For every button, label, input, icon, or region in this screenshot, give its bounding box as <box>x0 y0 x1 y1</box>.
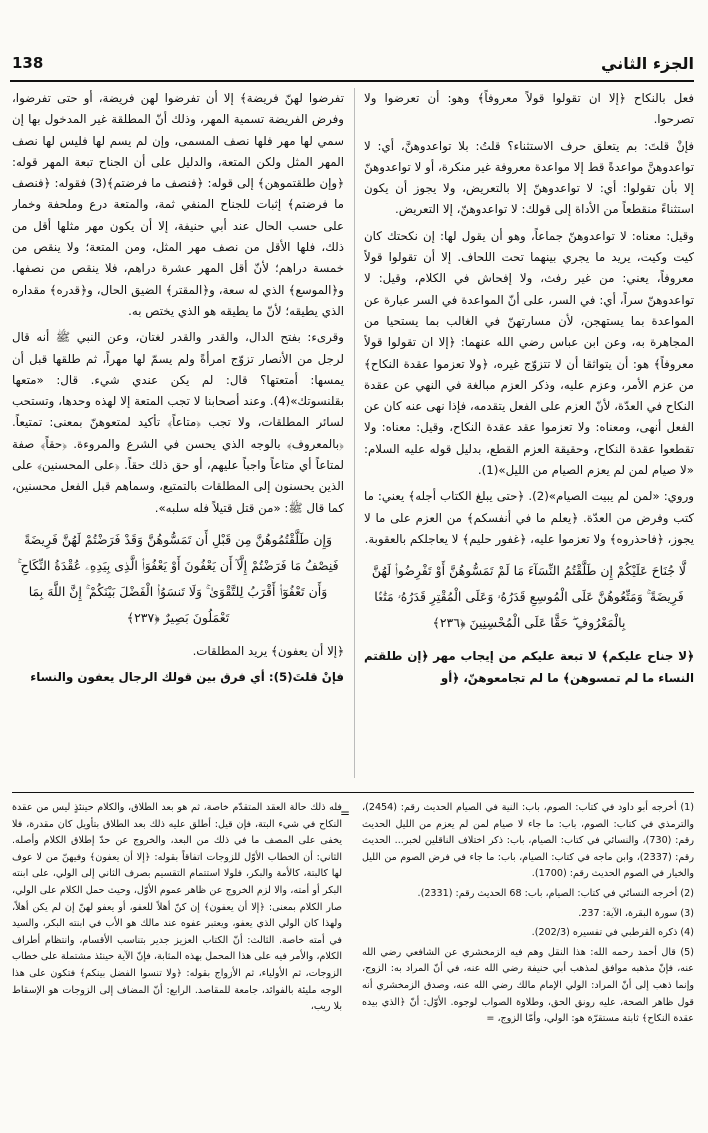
paragraph: وقيل: معناه: لا تواعدوهنّ جماعاً، وهو أن يقول لها: إن نكحتك كان كيت وكيت، يريد ما يجري بينهما تحت اللحاف. إلا أن تقولوا قولاً معروفاً، يعني: من غير رفث، ولا إفحاش في الكلام، وقيل: لا تواعدوهنّ سراً، أي: في السر، على أنّ المواعدة في السر عبارة عن المواعدة بما يستهجن، لأن مسارتهنّ في الغالب بما يستحيا من المجاهرة به، وعن ابن عباس رضي الله عنهما: ﴿إلا ان تقولوا قولاً معروفاً﴾ هو: أن يتواثقا أن لا تتزوّج غيره، ﴿ولا تعزموا عقدة النكاح﴾ من عزم الأمر، وعزم عليه، وذكر العزم مبالغة في النهي عن عقدة النكاح في العدّة، لأنّ العزم على الفعل يتقدمه، فإذا نهى عنه كان عن الفعل أنهى، ومعناه: ولا تعزموا عقد عقدة النكاح، وقيل: معناه: ولا تقطعوا عقدة النكاح، وحقيقة العزم القطع، بدليل قوله عليه السلام: «لا صيام لمن لم يعزم الصيام من الليل»(1). <box>364 228 694 478</box>
paragraph: فعل بالنكاح ﴿إلا ان تقولوا قولاً معروفاً﴾ وهو: أن تعرضوا ولا تصرحوا. <box>364 91 694 127</box>
part-title: الجزء الثاني <box>601 54 694 73</box>
quran-verse-237: وَإِن طَلَّقْتُمُوهُنَّ مِن قَبْلِ أَن تَمَسُّوهُنَّ وَقَدْ فَرَضْتُمْ لَهُنَّ فَرِيضَةً فَنِصْفُ مَا فَرَضْتُمْ إِلَّآ أَن يَعْفُونَ أَوْ يَعْفُوَا۟ الَّذِى بِيَدِهِۦ عُقْدَةُ النِّكَاحِ ۚ وَأَن تَعْفُوٓا۟ أَقْرَبُ لِلتَّقْوَىٰ ۚ وَلَا تَنسَوُا۟ الْفَضْلَ بَيْنَكُمْ ۚ إِنَّ اللَّهَ بِمَا تَعْمَلُونَ بَصِيرٌ ﴿٢٣٧﴾ <box>17 531 339 625</box>
footnote-5: (5) قال أحمد رحمه الله: هذا النقل وهم فيه الزمخشري عن الشافعي رضي الله عنه، فإنّ مذهبه موافق لمذهب أبي حنيفة رضي الله عنه، في أنّ المراد به: الزوج، وإنما ذهب إلى أنّ المراد: الولي الإمام مالك رضي الله عنه، وصدق الزمخشري أنه قول ظاهر الصحة، عليه رونق الحق، وطلاوة الصواب لوجوه. الأوّل: أنّ ﴿الذي بيده عقدة النكاح﴾ ثابتة مستقرّة هو: الولي، وأمّا الزوج، = <box>362 946 694 1025</box>
footnote-2: (2) أخرجه النسائي في كتاب: الصيام، باب: 68 الحديث رقم: (2331). <box>417 887 694 899</box>
header-rule <box>10 80 694 82</box>
footnotes-left <box>12 800 342 1125</box>
page-number: 138 <box>12 54 44 72</box>
footnote-continuation-mark: = <box>340 806 351 820</box>
footnote-5-continued: فله ذلك حالة العقد المتقدّم خاصة، ثم هو بعد الطلاق، والكلام حينئذٍ ليس من عقدة النكاح في شيء البتة، فإن قيل: أطلق عليه ذلك بعد الطلاق بتأويل كان مقدرة، فلا يخفى على المصف ما في ذلك من البعد، والخروج عن حدّ إطلاق الكلام وأصله. الثاني: أن الخطاب الأوّل للزوجات اتفاقاً بقوله: ﴿إلا أن يعفون﴾ وفيهنّ من لا عوف لها كالبتة، كالأمة والبكر، فلولا استتمام التقسيم بصرف الثاني إلى الولي، على ابنته البكر أو أمته، والا لزم الخروج عن ظاهر عموم الأوّل، وحيث حمل الكلام على الولي، صار الكلام بمعنى: ﴿إلا أن يعفون﴾ إن كنّ أهلاً للعفو، أو يعفو لهنّ إن لم يكن أهلاً، ولهذا كان الولي الذي يعفو، ويعتبر عفوه عند مالك هو الأب في ابنته البكر، والسيد في أمته خاصة. الثالث: أنّ الكتاب العزيز جدير بتناسب الأقسام، وانتظام أطراف الكلام، والأمر فيه على هذا المحمل بهذه المثابة، فإنّ الآية حينئذ مشتملة على خطاب الزوجات، ثم الأولياء، ثم الأزواج بقوله: ﴿ولا تنسوا الفضل بينكم﴾ فتكون على هذا الوجه مليئة بالفوائد، جامعة للمقاصد. الرابع: أنّ المضاف إلى الزوجات هو الإسقاط بلا ريب، <box>12 802 342 1013</box>
left-column <box>12 88 344 778</box>
paragraph: وروي: «لمن لم يبيت الصيام»(2). ﴿حتى يبلغ الكتاب أجله﴾ يعني: ما كتب وفرض من العدّة. ﴿يعلم ما في أنفسكم﴾ من العزم على ما لا يجوز، ﴿فاحذروه﴾ ولا تعزموا عليه، ﴿غفور حليم﴾ لا يعاجلكم بالعقوبة. <box>364 489 694 546</box>
page-header <box>10 52 694 78</box>
paragraph: فإنْ قلتَ: بم يتعلق حرف الاستثناء؟ قلتُ: بلا تواعدوهنَّ، أي: لا تواعدوهنَّ مواعدةً قط إلا مواعدة معروفة غير منكرة، أو لا تواعدوهنّ إلا بأن تقولوا: أي: لا تواعدوهنّ إلا بالتعريض، ولا يجوز أن يكون استثناءً منقطعاً من الأداة إلى قولك: لا تواعدوهنّ، إلا التعريض. <box>364 138 694 217</box>
column-divider <box>354 88 355 778</box>
paragraph: ﴿إلا أن يعفون﴾ يريد المطلقات. <box>192 643 344 658</box>
footnote-rule <box>12 792 694 793</box>
footnotes-right <box>362 800 694 1125</box>
paragraph: وقرىء: بفتح الدال، والقدر والقدر لغتان، وعن النبي ﷺ أنه قال لرجل من الأنصار تزوّج امرأةً ولم يسمّ لها مهراً، ثم طلقها قبل أن يمسها: أمتعتها؟ قال: لم يكن عندي شيء. قال: «متعها بقلنسوتك»(4). وعند أصحابنا لا تجب المتعة إلا لهذه وحدها، وتستحب لسائر المطلقات، ولا تجب ﴿متاعاً﴾ تأكيد لمتعوهنّ بمعنى: تمتيعاً. ﴿بالمعروف﴾ بالوجه الذي يحسن في الشرع والمروءة. ﴿حقاً﴾ صفة لمتاعاً أي متاعاً واجباً عليهم، أو حق ذلك حقاً. ﴿على المحسنين﴾ على الذين يحسنون إلى المطلقات بالتمتيع، وسماهم قبل الفعل محسنين، كما قال ﷺ: «من قتل قتيلاً فله سلبه». <box>12 330 344 515</box>
footnote-1: (1) أخرجه أبو داود في كتاب: الصوم، باب: النية في الصيام الحديث رقم: (2454)، والترمذي في كتاب: الصوم، باب: ما جاء لا صيام لمن لم يعزم من الليل الحديث رقم: (730)، والنسائي في كتاب: الصيام، باب: ذكر اختلاف الناقلين لخبر... الحديث رقم: (2337)، وابن ماجه في كتاب: الصيام، باب: ما جاء في فرض الصوم من الليل والخيار في الصوم الحديث رقم: (1700). <box>362 802 694 880</box>
paragraph: فإنْ قلتَ(5): أي فرق بين قولك الرجال يعفون والنساء <box>30 670 344 685</box>
right-column <box>364 88 694 778</box>
footnote-3: (3) سورة البقرة، الآية: 237. <box>578 907 694 919</box>
quran-verse-236: لَّا جُنَاحَ عَلَيْكُمْ إِن طَلَّقْتُمُ النِّسَآءَ مَا لَمْ تَمَسُّوهُنَّ أَوْ تَفْرِضُوا۟ لَهُنَّ فَرِيضَةً ۚ وَمَتِّعُوهُنَّ عَلَى الْمُوسِعِ قَدَرُهُۥ وَعَلَى الْمُقْتِرِ قَدَرُهُۥ مَتَٰعًۢا بِالْمَعْرُوفِ ۖ حَقًّا عَلَى الْمُحْسِنِينَ ﴿٢٣٦﴾ <box>371 563 687 631</box>
paragraph: ﴿لا جناح عليكم﴾ لا تبعة عليكم من إيجاب مهر ﴿إن طلقتم النساء ما لم تمسوهن﴾ ما لم تجامعوهنّ، ﴿أو <box>364 649 694 685</box>
footnote-4: (4) ذكره القرطبي في تفسيره (202/3). <box>531 927 694 939</box>
paragraph: تفرضوا لهنّ فريضة﴾ إلا أن تفرضوا لهن فريضة، أو حتى تفرضوا، وفرض الفريضة تسمية المهر، وذلك أنّ المطلقة غير المدخول بها إن سمي لها مهر فلها نصف المسمى، وإن لم يسم لها فليس لها نصف المهر المثل ولكن المتعة، والدليل على أن الجناح تبعة المهر قوله: ﴿وإن طلقتموهن﴾ إلى قوله: ﴿فنصف ما فرضتم﴾(3) فقوله: ﴿فنصف ما فرضتم﴾ إثبات للجناح المنفي ثمة، والمتعة درع وملحفة وخمار على حسب الحال عند أبي حنيفة، إلا أن يكون مهر مثلها أقل من ذلك، فلها الأقل من نصف مهر المثل، ومن المتعة؛ ولا ينقص من خمسة دراهم؛ لأنّ أقل المهر عشرة دراهم، فلا ينقص من نصفها. و﴿الموسع﴾ الذي له سعة، و﴿المقتر﴾ الضيق الحال، و﴿قدره﴾ مقداره الذي يطيقه؛ لأنّ ما يطيقه هو الذي يختص به. <box>12 91 344 318</box>
